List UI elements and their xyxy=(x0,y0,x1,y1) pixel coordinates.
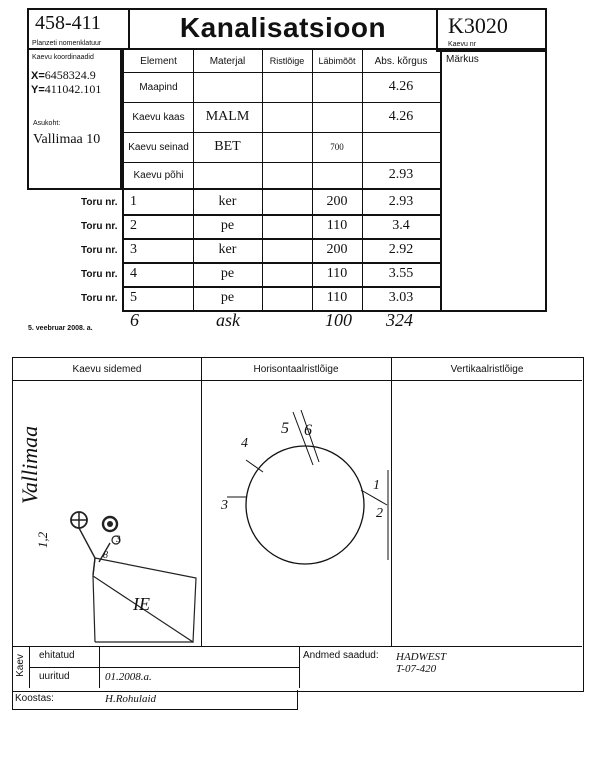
author-label: Koostas: xyxy=(15,693,54,704)
title-box xyxy=(128,8,438,50)
well-side-label: Kaev xyxy=(14,654,26,677)
well-circle xyxy=(246,446,364,564)
sheet-caption: Planzeti nomenklatuur xyxy=(32,40,102,47)
row-element: Kaevu kaas xyxy=(132,111,185,123)
y-value: 411042.101 xyxy=(44,82,102,96)
pipe-material: ker xyxy=(218,242,237,257)
row-height: 4.26 xyxy=(388,109,414,124)
pipe-diameter: 110 xyxy=(326,266,348,281)
pipe-number-label: 1 xyxy=(373,478,380,493)
well-code-box xyxy=(436,8,547,52)
row-material: MALM xyxy=(205,109,250,124)
x-value: 6458324.9 xyxy=(44,68,96,82)
pipe-height: 2.92 xyxy=(388,242,414,257)
remarks-caption: Märkus xyxy=(446,54,479,65)
well-code-caption: Kaevu nr xyxy=(448,41,477,48)
built-label: ehitatud xyxy=(39,650,75,661)
pipe-line xyxy=(93,558,95,575)
data-from-code: T-07-420 xyxy=(396,663,437,675)
pipe-number-label: 2 xyxy=(376,506,383,521)
pipe-line xyxy=(79,528,95,558)
handwritten-pipe-height: 324 xyxy=(386,310,413,330)
pipe-diameter: 110 xyxy=(326,218,348,233)
header-diameter: Läbimõõt xyxy=(318,56,356,66)
page-title: Kanalisatsioon xyxy=(179,12,387,43)
location-caption: Asukoht: xyxy=(33,120,61,127)
row-element: Maapind xyxy=(139,81,178,93)
pipe-label: Toru nr. xyxy=(81,269,118,280)
pipe-label: Toru nr. xyxy=(81,221,118,232)
table-divider xyxy=(262,188,263,310)
coords-caption: Kaevu koordinaadid xyxy=(32,54,94,61)
building-outline xyxy=(93,576,95,642)
pipe-number-label: 4 xyxy=(241,436,248,451)
lower-frame xyxy=(12,357,584,692)
col-title-connections: Kaevu sidemed xyxy=(72,363,142,375)
marker-label: 8 xyxy=(103,550,108,561)
pipe-number-label: 5 xyxy=(281,420,289,437)
pipe-label: Toru nr. xyxy=(81,197,118,208)
pipe-material: pe xyxy=(220,290,235,305)
element-table xyxy=(122,48,442,190)
x-label: X= xyxy=(31,70,45,82)
pipe-height: 3.55 xyxy=(388,266,414,281)
author-row xyxy=(12,690,298,710)
marker-label: 3 xyxy=(116,534,121,544)
y-coordinate xyxy=(31,82,101,97)
row-diameter: 700 xyxy=(330,142,344,152)
header-material: Materjal xyxy=(209,55,246,67)
pipe-nr: 5 xyxy=(130,290,137,305)
pipe-material: ker xyxy=(218,194,237,209)
header-element: Element xyxy=(140,55,177,67)
pipe-diameter: 200 xyxy=(326,242,348,257)
handwritten-pipe-diameter: 100 xyxy=(325,310,352,330)
remarks-box xyxy=(440,48,547,312)
author-value: H.Rohulaid xyxy=(105,693,157,705)
data-from-value: HADWEST xyxy=(396,651,447,663)
row-height: 4.26 xyxy=(388,79,414,94)
footer-divider xyxy=(299,646,300,688)
row-height: 2.93 xyxy=(388,167,414,182)
footer-divider xyxy=(99,646,100,688)
row-element: Kaevu seinad xyxy=(128,141,189,153)
sheet-code: 458-411 xyxy=(35,12,101,34)
header-abs-height: Abs. kõrgus xyxy=(374,55,428,67)
footer-divider xyxy=(29,667,299,668)
vertical-section-area xyxy=(391,380,583,646)
x-coordinate xyxy=(31,68,96,83)
header-section: Ristlõige xyxy=(269,56,305,66)
marker-label: 1,2 xyxy=(35,531,51,549)
pipe-material: pe xyxy=(220,266,235,281)
connections-sketch xyxy=(13,380,201,646)
pipe-material: pe xyxy=(220,218,235,233)
pipe-label: Toru nr. xyxy=(81,293,118,304)
sheet-code-box xyxy=(27,8,130,50)
pipe-height: 2.93 xyxy=(388,194,414,209)
y-label: Y= xyxy=(31,84,45,96)
handwritten-pipe-material: ask xyxy=(216,310,240,330)
connections-sketch-svg xyxy=(13,380,201,646)
pipe-diameter: 200 xyxy=(326,194,348,209)
pipe-diameter: 110 xyxy=(326,290,348,305)
surveyed-value: 01.2008.a. xyxy=(105,671,152,683)
pipe-nr: 3 xyxy=(130,242,137,257)
col-title-vertical: Vertikaalristlõige xyxy=(450,363,524,375)
coordinates-box xyxy=(27,48,122,190)
pipe-table xyxy=(122,188,442,312)
pipe-label: Toru nr. xyxy=(81,245,118,256)
location-value: Vallimaa 10 xyxy=(33,132,101,147)
marker-label: IE xyxy=(133,594,150,614)
pipe-number-label: 6 xyxy=(304,422,312,439)
pipe-nr: 1 xyxy=(130,194,137,209)
pipe-nr: 2 xyxy=(130,218,137,233)
data-from-label: Andmed saadud: xyxy=(303,650,379,661)
horizontal-section-sketch xyxy=(201,380,391,646)
horizontal-section-svg xyxy=(201,380,391,646)
surveyed-label: uuritud xyxy=(39,671,70,682)
col-title-horizontal: Horisontaalristlõige xyxy=(253,363,339,375)
row-element: Kaevu põhi xyxy=(133,169,184,181)
well-code: K3020 xyxy=(448,13,508,38)
pipe-nr: 4 xyxy=(130,266,137,281)
pipe-number-label: 3 xyxy=(221,498,228,513)
pipe-height: 3.03 xyxy=(388,290,414,305)
date-note: 5. veebruar 2008. a. xyxy=(28,325,93,332)
handwritten-pipe-nr: 6 xyxy=(130,310,139,330)
street-label: Vallimaa xyxy=(17,425,43,505)
manhole-symbol xyxy=(107,521,113,527)
pipe-height: 3.4 xyxy=(392,218,410,233)
row-material: BET xyxy=(214,139,241,154)
